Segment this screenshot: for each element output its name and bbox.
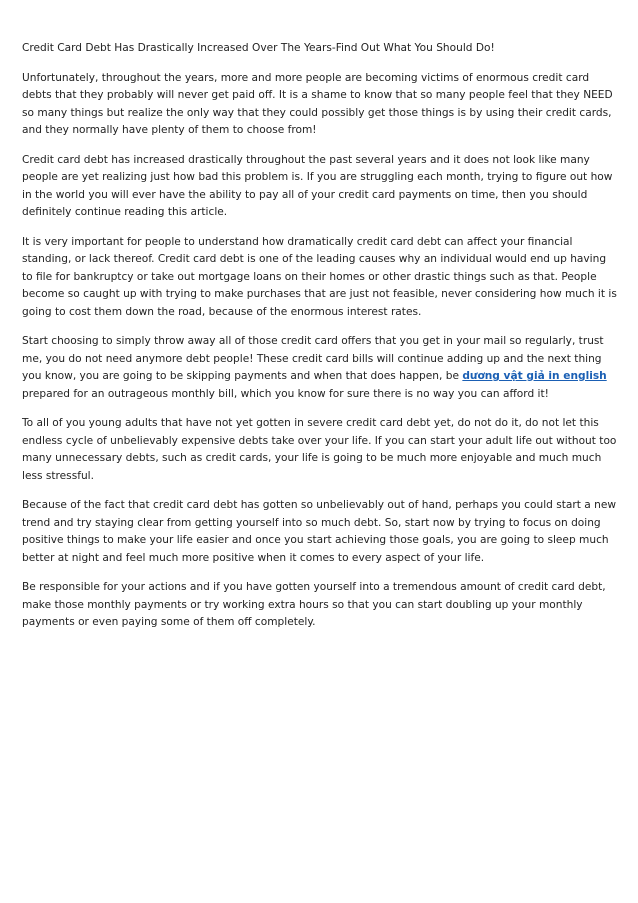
inline-link[interactable]: dương vật giả in english bbox=[462, 370, 607, 382]
paragraph-3: It is very important for people to understand how dramatically credit card debt can affect your financial standing, or lack thereof. Credit card debt is one of the leading causes why an individual would end up having to file for bankruptcy or take out mortgage loans on their homes or other drastic things such as that. People become so caught up with trying to make purchases that are just not feasible, never considering how much it is going to cost them down the road, because of the enormous interest rates. bbox=[22, 235, 617, 318]
paragraph-2: Credit card debt has increased drastically throughout the past several years and it does not look like many people are yet realizing just how bad this problem is. If you are struggling each month, trying to figure out how in the world you will ever have the ability to pay all of your credit card payments on time, then you should definitely continue reading this article. bbox=[22, 153, 613, 218]
paragraph-4-after: prepared for an outrageous monthly bill, which you know for sure there is no way you can afford it! bbox=[22, 387, 549, 400]
document-page bbox=[22, 40, 618, 644]
paragraph-5: To all of you young adults that have not yet gotten in severe credit card debt yet, do not do it, do not let this endless cycle of unbelievably expensive debts take over your life. If you can start your adult life out without too many unnecessary debts, such as credit cards, your life is going to be much more enjoyable and much much less stressful. bbox=[22, 417, 617, 482]
paragraph-4-before: Start choosing to simply throw away all of those credit card offers that you get in your mail so regularly, trust me, you do not need anymore debt people! These credit card bills will continue adding up and the next thing you know, you are going to be skipping payments and when that does happen, be bbox=[22, 335, 604, 382]
paragraph-7: Be responsible for your actions and if you have gotten yourself into a tremendous amount of credit card debt, make those monthly payments or try working extra hours so that you can start doubling up your monthly payments or even paying some of them off completely. bbox=[22, 581, 606, 628]
document-title: Credit Card Debt Has Drastically Increased Over The Years-Find Out What You Should Do! bbox=[22, 42, 495, 54]
paragraph-4 bbox=[22, 333, 618, 403]
paragraph-6: Because of the fact that credit card debt has gotten so unbelievably out of hand, perhaps you could start a new trend and try staying clear from getting yourself into so much debt. So, start now by trying to focus on doing positive things to make your life easier and once you start achieving those goals, you are going to sleep much better at night and feel much more positive when it comes to every aspect of your life. bbox=[22, 499, 617, 564]
paragraph-1: Unfortunately, throughout the years, more and more people are becoming victims of enormous credit card debts that they probably will never get paid off. It is a shame to know that so many people feel that they NEED so many things but realize the only way that they could possibly get those things is by using their credit cards, and they normally have plenty of them to choose from! bbox=[22, 71, 613, 136]
